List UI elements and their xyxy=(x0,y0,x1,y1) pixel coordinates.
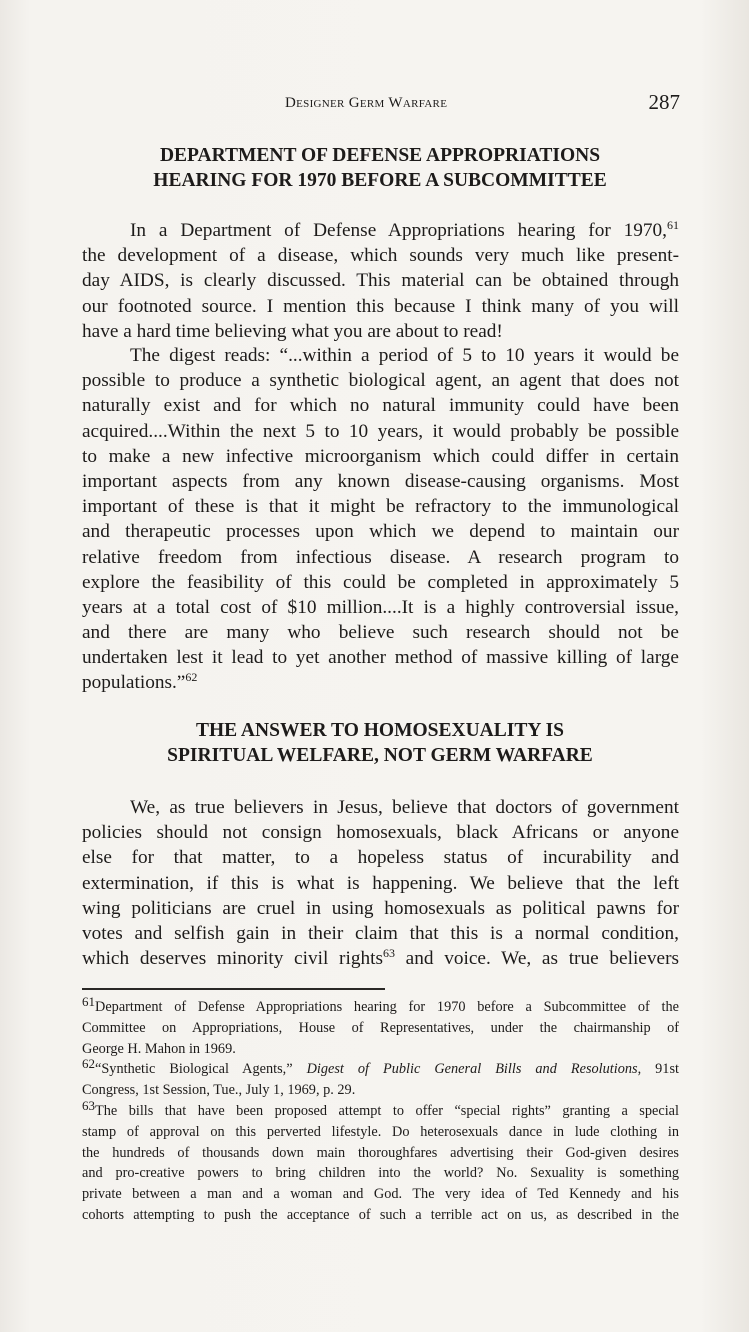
footnotes xyxy=(82,994,679,1226)
text-line: important aspects from any known disease-causing organisms. Most xyxy=(82,470,679,492)
heading-line: THE ANSWER TO HOMOSEXUALITY IS xyxy=(195,720,565,741)
text-line: acquired....Within the next 5 to 10 years, it would probably be possible xyxy=(82,420,679,442)
text-line: The digest reads: “...within a period of 5 to 10 years it would be xyxy=(130,345,679,366)
text-line: possible to produce a synthetic biological agent, an agent that does not xyxy=(82,370,679,392)
footnote-62: $^{62}$“Synthetic Biological Agents,” Digest of Public General Bills and Resolutions, 91st xyxy=(82,1056,679,1078)
text-line: naturally exist and for which no natural immunity could have been xyxy=(82,395,679,417)
text-line: extermination, if this is what is happening. We believe that the left xyxy=(82,872,679,894)
footnote-divider xyxy=(82,988,385,990)
text-line: relative freedom from infectious disease. A research program to xyxy=(82,546,679,568)
footnote-line: Congress, 1st Session, Tue., July 1, 1969, p. 29. xyxy=(82,1082,356,1099)
footnote-ref: 62 xyxy=(185,670,198,685)
footnote-61: $^{61}$Department of Defense Appropriations hearing for 1970 before a Subcommittee of the xyxy=(82,994,679,1015)
text-line: and there are many who believe such research should not be xyxy=(82,622,679,644)
text-line: important of these is that it might be refractory to the immunological xyxy=(82,496,679,518)
text-line: and therapeutic processes upon which we depend to maintain our xyxy=(82,521,679,543)
footnote-ref: 61 xyxy=(667,218,679,232)
section-heading-homosexuality xyxy=(80,718,680,768)
heading-line: SPIRITUAL WELFARE, NOT GERM WARFARE xyxy=(167,745,593,766)
heading-line: DEPARTMENT OF DEFENSE APPROPRIATIONS xyxy=(159,145,601,166)
footnote-ref: 63 xyxy=(382,946,395,961)
text-line: which deserves minority civil rights$^{63}$ and voice. We, as true believers xyxy=(82,946,679,970)
text-line: the development of a disease, which sounds very much like present- xyxy=(82,245,679,267)
section-heading-dod-hearing xyxy=(80,143,680,193)
footnote-line: private between a man and a woman and God. The very idea of Ted Kennedy and his xyxy=(82,1186,679,1203)
text-line: explore the feasibility of this could be completed in approximately 5 xyxy=(82,571,679,593)
text-line: populations.”$^{62}$ xyxy=(82,670,198,694)
text-line: wing politicians are cruel in using homosexuals as political pawns for xyxy=(82,897,679,919)
heading-line: HEARING FOR 1970 BEFORE A SUBCOMMITTEE xyxy=(153,170,607,191)
text-line: In a Department of Defense Appropriations hearing for 1970,61 xyxy=(130,218,679,241)
text-line: We, as true believers in Jesus, believe that doctors of government xyxy=(130,797,679,818)
paragraph-hearing-intro xyxy=(82,218,679,344)
paragraph-true-believers xyxy=(82,795,679,971)
text-line: policies should not consign homosexuals, black Africans or anyone xyxy=(82,822,679,844)
footnote-63: $^{63}$The bills that have been proposed attempt to offer “special rights” granting a special xyxy=(82,1097,679,1119)
text-line: votes and selfish gain in their claim that this is a normal condition, xyxy=(82,922,679,944)
text-line: years at a total cost of $10 million....It is a highly controversial issue, xyxy=(82,596,679,618)
footnote-line: George H. Mahon in 1969. xyxy=(82,1040,236,1057)
page-number: 287 xyxy=(648,90,680,114)
text-line: to make a new infective microorganism which could differ in certain xyxy=(82,445,679,467)
footnote-line: Committee on Appropriations, House of Representatives, under the chairmanship of xyxy=(82,1019,679,1036)
footnote-line: the hundreds of thousands down main thoroughfares advertising their God-given desires xyxy=(82,1144,679,1161)
text-line: undertaken lest it lead to yet another method of massive killing of large xyxy=(82,647,679,669)
footnote-line: cohorts attempting to push the acceptance of such a terrible act on us, as described in the xyxy=(82,1206,679,1223)
text-line: day AIDS, is clearly discussed. This material can be obtained through xyxy=(82,270,679,292)
running-title: Designer Germ Warfare xyxy=(285,95,448,111)
running-head xyxy=(80,90,680,123)
footnote-line: stamp of approval on this perverted lifestyle. Do heterosexuals dance in lude clothing in xyxy=(82,1123,679,1140)
text-line: have a hard time believing what you are about to read! xyxy=(82,320,503,342)
footnote-line: and pro-creative powers to bring children into the world? No. Sexuality is something xyxy=(82,1165,679,1182)
text-line: our footnoted source. I mention this because I think many of you will xyxy=(82,295,679,317)
text-line: else for that matter, to a hopeless status of incurability and xyxy=(82,847,679,869)
paragraph-digest-quote xyxy=(82,343,679,696)
